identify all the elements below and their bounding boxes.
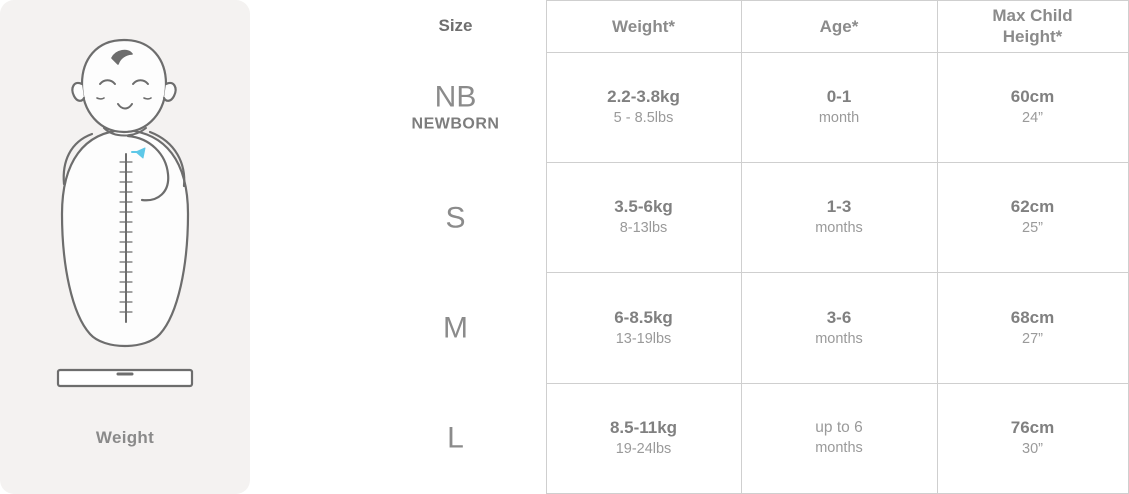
row-size-cell xyxy=(398,162,546,272)
row-size-cell xyxy=(398,273,546,383)
row-weight-cell xyxy=(546,383,741,493)
height-secondary: 25” xyxy=(1022,220,1043,237)
age-primary: up to 6 xyxy=(815,419,863,437)
weight-secondary: 8-13lbs xyxy=(619,220,668,237)
weight-secondary: 13-19lbs xyxy=(615,330,672,347)
header-age-cell xyxy=(741,1,937,53)
table-row xyxy=(398,162,1128,272)
row-height-cell xyxy=(937,273,1128,383)
weight-primary: 8.5-11kg xyxy=(609,418,678,438)
header-max-height-label-line1: Max Child xyxy=(992,6,1073,25)
age-primary: 3-6 xyxy=(826,307,852,327)
height-primary: 62cm xyxy=(1010,197,1055,217)
row-weight-cell xyxy=(546,162,741,272)
age-primary: 0-1 xyxy=(826,86,852,106)
row-weight-cell xyxy=(546,273,741,383)
swaddle-baby-on-scale-icon xyxy=(0,22,250,382)
age-secondary: months xyxy=(815,439,863,456)
height-primary: 76cm xyxy=(1010,418,1055,438)
row-age-cell xyxy=(741,162,937,272)
table-row xyxy=(398,52,1128,162)
row-height-cell xyxy=(937,383,1128,493)
age-secondary: months xyxy=(815,220,863,237)
header-age-label: Age* xyxy=(819,16,859,36)
size-main-label: S xyxy=(445,200,466,234)
height-secondary: 27” xyxy=(1022,330,1043,347)
header-size-label: Size xyxy=(438,16,473,36)
age-primary: 1-3 xyxy=(826,197,852,217)
header-weight-cell xyxy=(546,1,741,53)
size-table-wrap xyxy=(250,0,1129,494)
table-header-row xyxy=(398,1,1128,53)
height-primary: 68cm xyxy=(1010,307,1055,327)
weight-primary: 2.2-3.8kg xyxy=(607,86,680,106)
age-secondary: months xyxy=(815,330,863,347)
illustration-caption: Weight xyxy=(95,428,155,447)
height-primary: 60cm xyxy=(1010,86,1055,106)
weight-secondary: 19-24lbs xyxy=(615,441,672,457)
header-max-height-cell xyxy=(937,1,1128,53)
header-max-height-label-line2: Height* xyxy=(1002,27,1063,47)
row-size-cell xyxy=(398,383,546,493)
row-height-cell xyxy=(937,162,1128,272)
header-weight-label: Weight* xyxy=(612,16,675,36)
height-secondary: 24” xyxy=(1022,109,1043,126)
size-main-label: NB xyxy=(434,80,477,114)
size-sub-label: NEWBORN xyxy=(411,114,500,132)
row-height-cell xyxy=(937,52,1128,162)
size-main-label: L xyxy=(447,421,464,455)
table-row xyxy=(398,273,1128,383)
size-table xyxy=(398,0,1129,494)
row-age-cell xyxy=(741,52,937,162)
table-row xyxy=(398,383,1128,493)
row-age-cell xyxy=(741,383,937,493)
age-secondary: month xyxy=(818,109,860,126)
height-secondary: 30” xyxy=(1022,441,1043,457)
illustration-panel xyxy=(0,0,250,494)
weight-primary: 3.5-6kg xyxy=(614,197,673,217)
size-main-label: M xyxy=(443,311,468,345)
row-age-cell xyxy=(741,273,937,383)
row-weight-cell xyxy=(546,52,741,162)
weight-secondary: 5 - 8.5lbs xyxy=(613,109,674,126)
weight-primary: 6-8.5kg xyxy=(614,307,673,327)
header-size-cell xyxy=(398,1,546,53)
row-size-cell xyxy=(398,52,546,162)
